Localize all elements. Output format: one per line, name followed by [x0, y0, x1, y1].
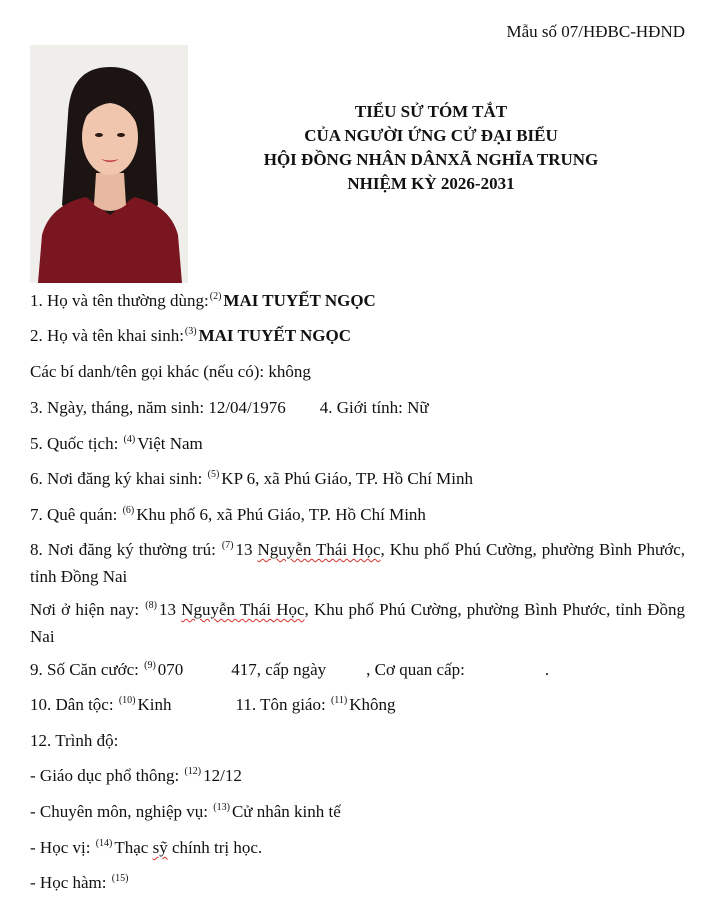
- field-general-education: - Giáo dục phổ thông: $^{(12)}$ 12/12: [30, 766, 242, 785]
- field-education-heading: 12. Trình độ:: [30, 731, 119, 750]
- field-academic-degree: - Học vị: $^{(14)}$ Thạc sỹ chính trị học.: [30, 838, 263, 857]
- portrait-illustration: [30, 45, 188, 283]
- field-religion: 11. Tôn giáo: $^{(11)}$ Không: [235, 695, 396, 714]
- field-dob-gender: [30, 396, 685, 420]
- form-code: Mẫu số 07/HĐBC-HĐND: [506, 22, 685, 41]
- title-line-2: CỦA NGƯỜI ỨNG CỬ ĐẠI BIỂU: [304, 126, 558, 145]
- portrait-photo: [30, 45, 188, 283]
- field-hometown: 7. Quê quán: $^{(6)}$ Khu phố 6, xã Phú Giáo, TP. Hồ Chí Minh: [30, 505, 426, 524]
- title-line-4: NHIỆM KỲ 2026-2031: [347, 174, 515, 193]
- field-academic-rank: - Học hàm: $^{(15)}$: [30, 873, 129, 892]
- field-common-name: 1. Họ và tên thường dùng:$^{(2)}$ MAI TUYẾT NGỌC: [30, 291, 376, 310]
- title-line-3: HỘI ĐỒNG NHÂN DÂNXÃ NGHĨA TRUNG: [263, 150, 599, 169]
- field-birth-name: 2. Họ và tên khai sinh:$^{(3)}$ MAI TUYẾT NGỌC: [30, 326, 351, 345]
- field-permanent-residence: 8. Nơi đăng ký thường trú: $^{(7)}$ 13 Nguyễn Thái Học, Khu phố Phú Cường, phường Bình Phước, tỉnh Đồng Nai: [30, 540, 685, 586]
- field-gender: 4. Giới tính: Nữ: [319, 398, 429, 417]
- field-ethnicity: 10. Dân tộc: $^{(10)}$ Kinh: [30, 695, 172, 714]
- field-nationality: 5. Quốc tịch: $^{(4)}$ Việt Nam: [30, 434, 203, 453]
- field-birth-registration: 6. Nơi đăng ký khai sinh: $^{(5)}$ KP 6, xã Phú Giáo, TP. Hồ Chí Minh: [30, 469, 474, 488]
- title-line-1: TIỂU SỬ TÓM TẮT: [354, 102, 508, 121]
- document-title: [200, 100, 662, 196]
- field-professional: - Chuyên môn, nghiệp vụ: $^{(13)}$ Cử nhân kinh tế: [30, 802, 341, 821]
- field-alias: Các bí danh/tên gọi khác (nếu có): không: [30, 362, 311, 381]
- field-ethnicity-religion: [30, 693, 685, 720]
- field-current-residence: Nơi ở hiện nay: $^{(8)}$ 13 Nguyễn Thái Học, Khu phố Phú Cường, phường Bình Phước, tỉnh Đồng Nai: [30, 600, 685, 646]
- field-dob: 3. Ngày, tháng, năm sinh: 12/04/1976: [30, 398, 286, 417]
- field-id-card: 9. Số Căn cước: $^{(9)}$ 070 417, cấp ngày , Cơ quan cấp: .: [30, 660, 550, 679]
